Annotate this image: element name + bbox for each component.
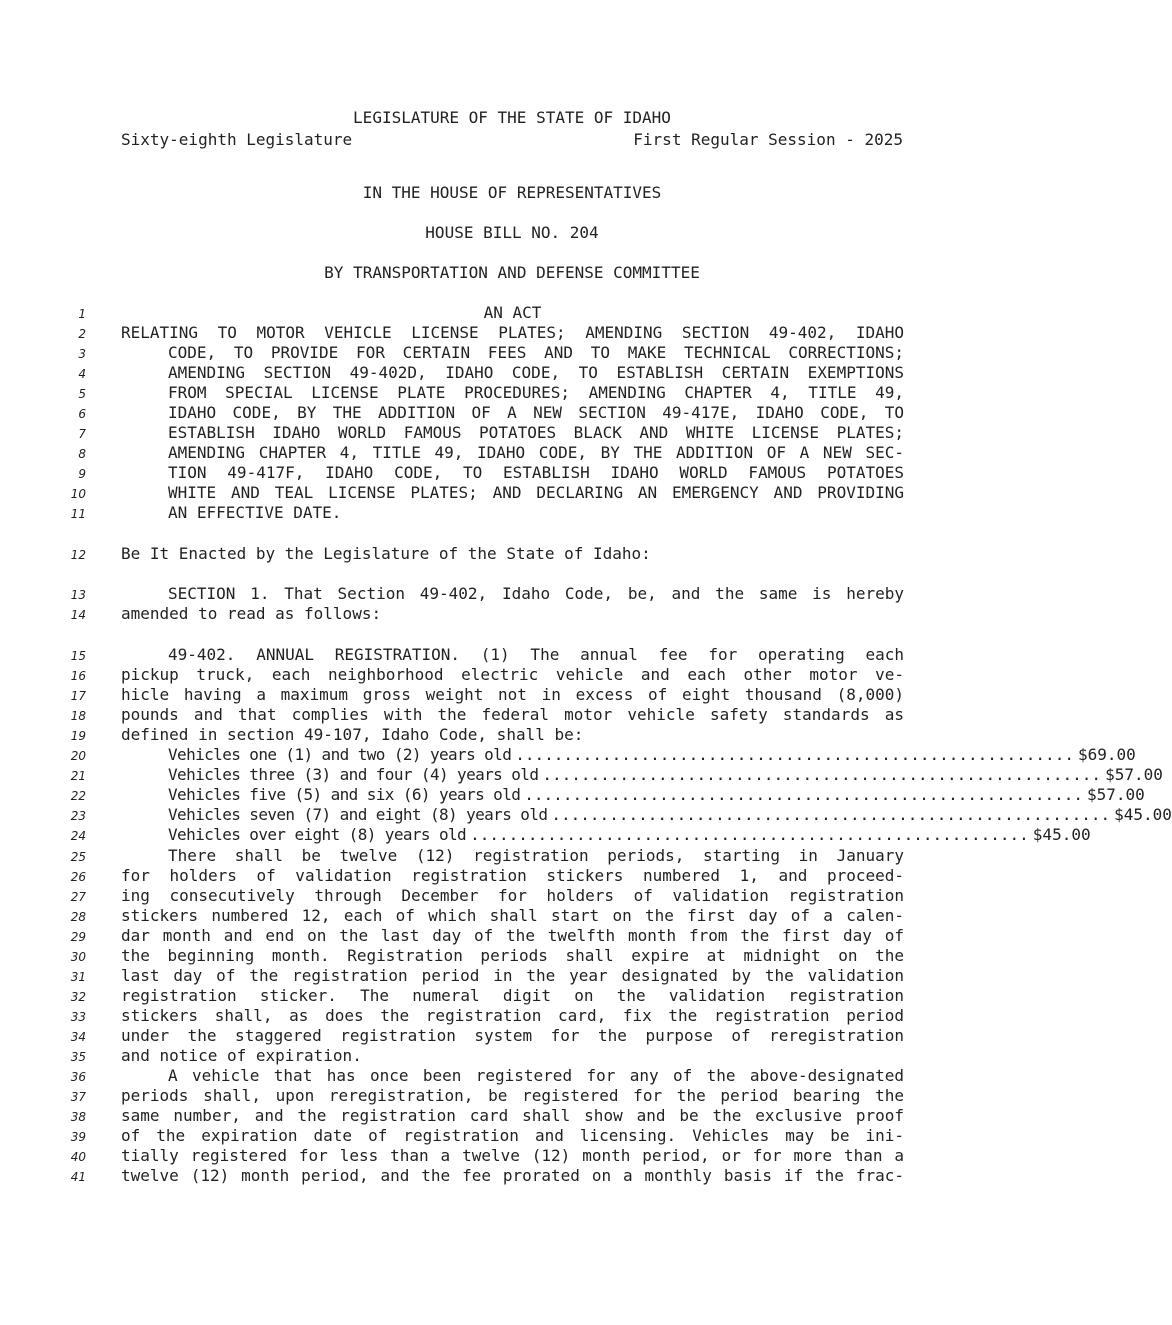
line-number: 8	[78, 447, 86, 461]
fee-label: Vehicles three (3) and four (4) years old	[168, 765, 539, 784]
fee-row	[0, 805, 1172, 825]
bill-line	[0, 443, 1024, 463]
bill-line	[0, 544, 1024, 564]
line-text: 49-402. ANNUAL REGISTRATION. (1) The annual fee for operating each	[168, 645, 904, 664]
line-text: tially registered for less than a twelve (12) month period, or for more than a	[121, 1146, 904, 1165]
line-number: 11	[70, 507, 86, 521]
line-number: 24	[70, 829, 86, 843]
line-text: last day of the registration period in the year designated by the validation	[121, 966, 904, 985]
line-text: the beginning month. Registration periods shall expire at midnight on the	[121, 946, 904, 965]
bill-line	[0, 423, 1024, 443]
line-number: 35	[70, 1050, 86, 1064]
chamber-label: IN THE HOUSE OF REPRESENTATIVES	[362, 183, 662, 202]
line-text: stickers numbered 12, each of which shall start on the first day of a calen-	[121, 906, 904, 925]
fee-label: Vehicles five (5) and six (6) years old	[168, 785, 521, 804]
fee-label: Vehicles seven (7) and eight (8) years old	[168, 805, 548, 824]
bill-line	[0, 383, 1024, 403]
line-number: 17	[70, 689, 86, 703]
bill-line	[0, 946, 1024, 966]
line-text: under the staggered registration system for the purpose of reregistration	[121, 1026, 904, 1045]
bill-line	[0, 323, 1024, 343]
line-number: 34	[70, 1030, 86, 1044]
line-text: defined in section 49-107, Idaho Code, shall be:	[121, 725, 584, 744]
line-number: 38	[70, 1110, 86, 1124]
line-number: 33	[70, 1010, 86, 1024]
bill-line	[0, 1066, 1024, 1086]
document-title: LEGISLATURE OF THE STATE OF IDAHO	[353, 108, 671, 127]
bill-line	[0, 926, 1024, 946]
line-text: hicle having a maximum gross weight not in excess of eight thousand (8,000)	[121, 685, 904, 704]
dot-leader: ..........................................................	[515, 745, 1074, 764]
line-text: CODE, TO PROVIDE FOR CERTAIN FEES AND TO MAKE TECHNICAL CORRECTIONS;	[168, 343, 904, 362]
bill-line	[0, 1006, 1024, 1026]
fee-row	[0, 825, 1091, 845]
line-text: pounds and that complies with the federal motor vehicle safety standards as	[121, 705, 904, 724]
line-number: 4	[78, 367, 86, 381]
line-number: 36	[70, 1070, 86, 1084]
line-text: and notice of expiration.	[121, 1046, 362, 1065]
line-number: 29	[70, 930, 86, 944]
line-number: 25	[70, 850, 86, 864]
line-text: amended to read as follows:	[121, 604, 382, 623]
line-text: dar month and end on the last day of the twelfth month from the first day of	[121, 926, 904, 945]
line-number: 40	[70, 1150, 86, 1164]
dot-leader: ..........................................................	[551, 805, 1111, 824]
fee-row	[0, 745, 1136, 765]
line-number: 41	[70, 1170, 86, 1184]
line-number: 2	[78, 327, 86, 341]
fee-row	[0, 765, 1163, 785]
line-number: 9	[78, 467, 86, 481]
line-number: 14	[70, 608, 86, 622]
line-number: 23	[70, 809, 86, 823]
legislature-label: Sixty-eighth Legislature	[121, 130, 353, 149]
bill-line	[0, 886, 1024, 906]
line-text: A vehicle that has once been registered for any of the above-designated	[168, 1066, 904, 1085]
enacting-clause: Be It Enacted by the Legislature of the State of Idaho:	[121, 544, 651, 563]
line-number: 15	[70, 649, 86, 663]
bill-line	[0, 1106, 1024, 1126]
bill-line	[0, 1126, 1024, 1146]
bill-line	[0, 966, 1024, 986]
line-number: 10	[70, 487, 86, 501]
bill-line	[0, 1166, 1024, 1186]
bill-line	[0, 343, 1024, 363]
fee-amount: $57.00	[1105, 765, 1163, 784]
dot-leader: ..........................................................	[524, 785, 1083, 804]
bill-line	[0, 303, 1024, 323]
fee-amount: $45.00	[1032, 825, 1091, 844]
line-text: IDAHO CODE, BY THE ADDITION OF A NEW SECTION 49-417E, IDAHO CODE, TO	[168, 403, 904, 422]
line-number: 20	[70, 749, 86, 763]
fee-amount: $45.00	[1114, 805, 1172, 824]
line-text: stickers shall, as does the registration card, fix the registration period	[121, 1006, 904, 1025]
line-text: registration sticker. The numeral digit on the validation registration	[121, 986, 904, 1005]
line-text: of the expiration date of registration and licensing. Vehicles may be ini-	[121, 1126, 904, 1145]
line-text: ing consecutively through December for holders of validation registration	[121, 886, 904, 905]
act-heading: AN ACT	[483, 303, 542, 322]
bill-line	[0, 604, 1024, 624]
line-number: 21	[70, 769, 86, 783]
bill-line	[0, 705, 1024, 725]
line-text: periods shall, upon reregistration, be registered for the period bearing the	[121, 1086, 904, 1105]
line-text: AN EFFECTIVE DATE.	[168, 503, 342, 522]
line-number: 27	[70, 890, 86, 904]
line-text: FROM SPECIAL LICENSE PLATE PROCEDURES; AMENDING CHAPTER 4, TITLE 49,	[168, 383, 904, 402]
bill-line	[0, 1086, 1024, 1106]
bill-line	[0, 846, 1024, 866]
line-text: SECTION 1. That Section 49-402, Idaho Code, be, and the same is hereby	[168, 584, 904, 603]
bill-line	[0, 584, 1024, 604]
line-number: 19	[70, 729, 86, 743]
dot-leader: ..........................................................	[470, 825, 1029, 844]
bill-line	[0, 665, 1024, 685]
line-number: 16	[70, 669, 86, 683]
line-number: 37	[70, 1090, 86, 1104]
session-label: First Regular Session - 2025	[633, 130, 903, 149]
line-number: 39	[70, 1130, 86, 1144]
line-number: 28	[70, 910, 86, 924]
line-text: for holders of validation registration stickers numbered 1, and proceed-	[121, 866, 904, 885]
line-text: ESTABLISH IDAHO WORLD FAMOUS POTATOES BLACK AND WHITE LICENSE PLATES;	[168, 423, 904, 442]
line-number: 31	[70, 970, 86, 984]
sponsor-label: BY TRANSPORTATION AND DEFENSE COMMITTEE	[324, 263, 700, 282]
bill-line	[0, 645, 1024, 665]
bill-line	[0, 725, 1024, 745]
bill-line	[0, 1146, 1024, 1166]
line-number: 32	[70, 990, 86, 1004]
bill-line	[0, 866, 1024, 886]
line-number: 13	[70, 588, 86, 602]
bill-number: HOUSE BILL NO. 204	[425, 223, 599, 242]
bill-line	[0, 503, 1024, 523]
bill-line	[0, 986, 1024, 1006]
fee-amount: $69.00	[1077, 745, 1136, 764]
line-number: 1	[78, 307, 86, 321]
line-number: 12	[70, 548, 86, 562]
bill-line	[0, 483, 1024, 503]
line-text: AMENDING CHAPTER 4, TITLE 49, IDAHO CODE, BY THE ADDITION OF A NEW SEC-	[168, 443, 904, 462]
line-number: 22	[70, 789, 86, 803]
line-text: same number, and the registration card shall show and be the exclusive proof	[121, 1106, 904, 1125]
bill-line	[0, 1046, 1024, 1066]
bill-line	[0, 1026, 1024, 1046]
line-number: 18	[70, 709, 86, 723]
bill-line	[0, 685, 1024, 705]
line-text: TION 49-417F, IDAHO CODE, TO ESTABLISH IDAHO WORLD FAMOUS POTATOES	[168, 463, 904, 482]
line-number: 26	[70, 870, 86, 884]
line-text: pickup truck, each neighborhood electric vehicle and each other motor ve-	[121, 665, 904, 684]
line-text: twelve (12) month period, and the fee prorated on a monthly basis if the frac-	[121, 1166, 904, 1185]
line-text: WHITE AND TEAL LICENSE PLATES; AND DECLARING AN EMERGENCY AND PROVIDING	[168, 483, 904, 502]
fee-row	[0, 785, 1145, 805]
bill-line	[0, 363, 1024, 383]
fee-amount: $57.00	[1086, 785, 1145, 804]
fee-label: Vehicles over eight (8) years old	[168, 825, 467, 844]
dot-leader: ..........................................................	[542, 765, 1102, 784]
line-text: RELATING TO MOTOR VEHICLE LICENSE PLATES; AMENDING SECTION 49-402, IDAHO	[121, 323, 904, 342]
line-number: 7	[78, 427, 86, 441]
bill-line	[0, 403, 1024, 423]
line-number: 30	[70, 950, 86, 964]
line-text: There shall be twelve (12) registration periods, starting in January	[168, 846, 904, 865]
line-number: 3	[78, 347, 86, 361]
bill-line	[0, 463, 1024, 483]
line-number: 5	[78, 387, 86, 401]
line-text: AMENDING SECTION 49-402D, IDAHO CODE, TO ESTABLISH CERTAIN EXEMPTIONS	[168, 363, 904, 382]
line-number: 6	[78, 407, 86, 421]
fee-label: Vehicles one (1) and two (2) years old	[168, 745, 512, 764]
bill-line	[0, 906, 1024, 926]
